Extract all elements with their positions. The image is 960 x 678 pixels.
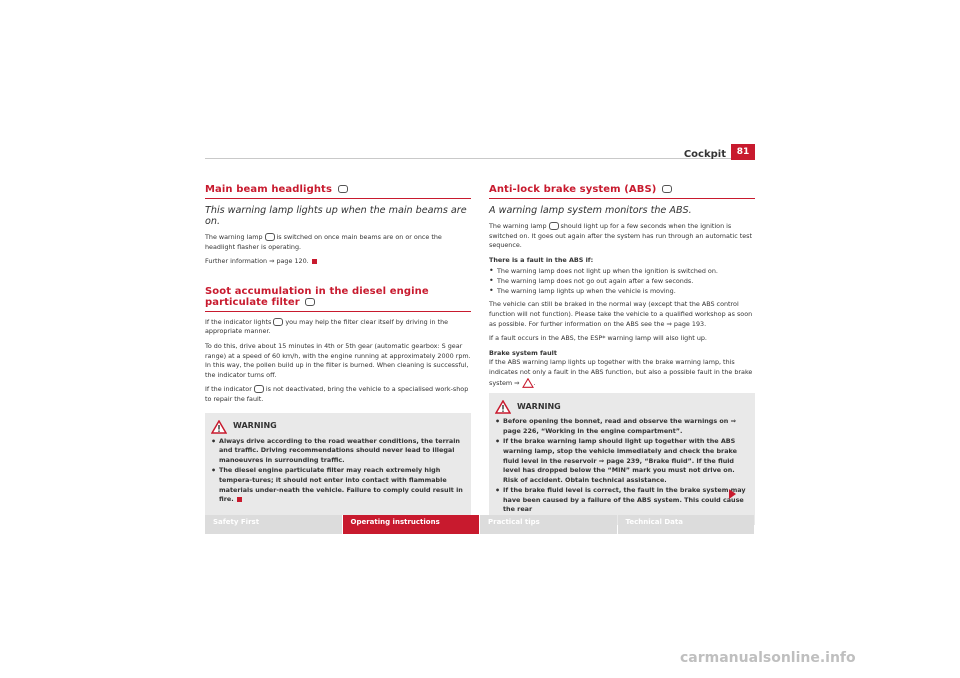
brake-fault-heading: Brake system fault xyxy=(489,348,557,357)
continue-arrow-icon xyxy=(729,489,736,499)
left-column xyxy=(205,184,471,515)
warning-item: • If the brake warning lamp should light up together with the ABS warning lamp, stop the vehicle immediately and check the brake fluid level in the reservoir ⇒ page 239, “Brake fluid”. If the fluid level has dropped below the “MIN” mark you must not drive on. Risk of accident. Obtain technical assistance. xyxy=(495,437,749,485)
warning-triangle-icon xyxy=(211,419,227,433)
abs-lead: A warning lamp system monitors the ABS. xyxy=(489,205,692,216)
diesel-filter-icon xyxy=(273,318,283,326)
main-beam-lead: This warning lamp lights up when the main beams are on. xyxy=(205,205,467,227)
main-beam-further-info: Further information ⇒ page 120. xyxy=(205,257,471,267)
end-marker-icon xyxy=(237,497,242,502)
footer-tabs xyxy=(205,515,755,534)
header-rule xyxy=(205,158,731,159)
diesel-filter-icon xyxy=(254,385,264,393)
warning-triangle-icon xyxy=(495,399,511,413)
abs-icon xyxy=(662,185,672,193)
end-marker-icon xyxy=(312,259,317,264)
abs-paragraph-2: The vehicle can still be braked in the normal way (except that the ABS control function will not function). Please take the vehicle to a qualified workshop as soon as possible. For further information on the ABS see the ⇒ page 193. xyxy=(489,300,753,328)
diesel-filter-paragraph-1: If the indicator lights you may help the filter clear itself by driving in the appropriate manner. xyxy=(205,317,449,336)
warning-item: • Always drive according to the road weather conditions, the terrain and traffic. Driving recommendations should never lead to illegal manoeuvres in surrounding traffic. xyxy=(211,437,465,466)
page-number: 81 xyxy=(731,144,755,160)
right-column xyxy=(489,184,755,525)
abs-paragraph-3: If a fault occurs in the ABS, the ESP* warning lamp will also light up. xyxy=(489,334,707,343)
abs-fault-heading: There is a fault in the ABS if: xyxy=(489,255,594,264)
right-warning-box xyxy=(489,393,755,525)
warning-triangle-icon xyxy=(522,378,534,388)
abs-paragraph-1: The warning lamp should light up for a few seconds when the ignition is switched on. It goes out again after the system has run through an automatic test sequence. xyxy=(489,222,753,250)
warning-label: WARNING xyxy=(233,421,277,431)
tab-operating-instructions[interactable]: Operating instructions xyxy=(343,515,480,534)
heading-rule xyxy=(205,198,471,199)
abs-heading: Anti-lock brake system (ABS) xyxy=(489,184,755,195)
main-beam-icon xyxy=(338,185,348,193)
warning-item: • If the brake fluid level is correct, the fault in the brake system may have been caused by a failure of the ABS system. This could cause the rear xyxy=(495,486,749,515)
main-beam-paragraph: The warning lamp is switched on once main beams are on or once the headlight flasher is operating. xyxy=(205,233,442,251)
warning-item: • The diesel engine particulate filter may reach extremely high tempera-tures; it should not enter into contact with flammable materials under-neath the vehicle. Failure to comply could result in fire. xyxy=(211,466,465,504)
diesel-filter-icon xyxy=(305,298,315,306)
abs-fault-item: • The warning lamp lights up when the vehicle is moving. xyxy=(489,286,755,296)
heading-rule xyxy=(489,198,755,199)
left-warning-box xyxy=(205,413,471,515)
abs-icon xyxy=(549,222,559,230)
diesel-filter-heading: Soot accumulation in the diesel engine particulate filter xyxy=(205,285,429,308)
abs-fault-item: • The warning lamp does not light up when the ignition is switched on. xyxy=(489,266,755,276)
diesel-filter-paragraph-2: To do this, drive about 15 minutes in 4th or 5th gear (automatic gearbox: S gear range) at a speed of 60 km/h, with the engine running at approximately 2000 rpm. In this way, the pollen build up in the filter is burned. When cleaning is successful, the indicator turns off. xyxy=(205,341,471,379)
warning-label: WARNING xyxy=(517,401,561,411)
tab-safety-first[interactable]: Safety First xyxy=(205,515,342,534)
tab-practical-tips[interactable]: Practical tips xyxy=(480,515,617,534)
abs-fault-item: • The warning lamp does not go out again after a few seconds. xyxy=(489,276,755,286)
main-beam-icon xyxy=(265,233,275,241)
header-title: Cockpit xyxy=(683,149,726,160)
diesel-filter-paragraph-3: If the indicator is not deactivated, bring the vehicle to a specialised work-shop to repair the fault. xyxy=(205,385,469,403)
main-beam-heading: Main beam headlights xyxy=(205,184,471,195)
tab-technical-data[interactable]: Technical Data xyxy=(618,515,755,534)
watermark: carmanualsonline.info xyxy=(680,650,856,666)
brake-fault-paragraph: If the ABS warning lamp lights up together with the brake warning lamp, this indicates not only a fault in the ABS function, but also a possible fault in the brake system ⇒ . xyxy=(489,358,753,387)
warning-item: • Before opening the bonnet, read and observe the warnings on ⇒ page 226, “Working in the engine compartment”. xyxy=(495,417,749,436)
